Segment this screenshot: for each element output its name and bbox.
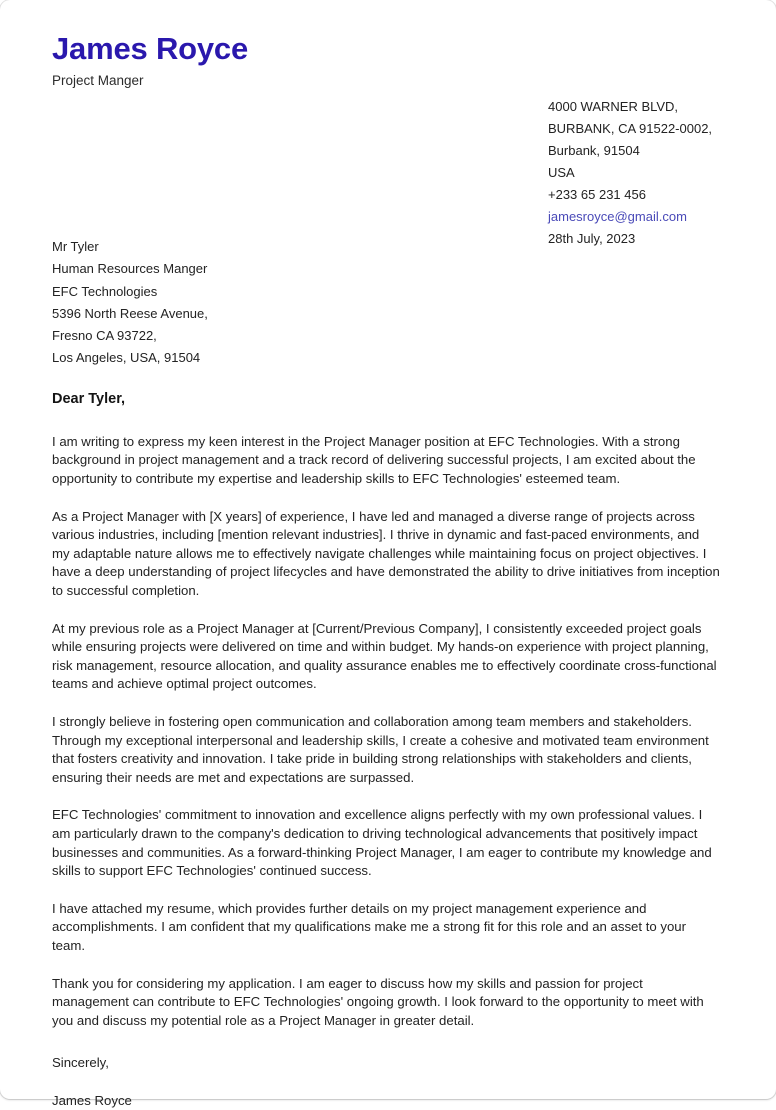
letter-signature-name: James Royce [52,1092,132,1108]
sender-email-link[interactable]: jamesroyce@gmail.com [548,209,687,224]
letter-sign-off: Sincerely, [52,1055,109,1071]
sender-country: USA [548,165,575,180]
letter-date: 28th July, 2023 [548,231,636,246]
letter-paragraph: EFC Technologies' commitment to innovation and excellence aligns perfectly with my own professional values. I am particularly drawn to the company's dedication to driving technological advancements that positively impact businesses and communities. As a forward-thinking Project Manager, I am eager to contribute my knowledge and skills to support EFC Technologies' continued success. [52,807,712,879]
sender-address-line: BURBANK, CA 91522-0002, [548,121,713,136]
letter-paragraph: I have attached my resume, which provides further details on my project management experience and accomplishments. I am confident that my qualifications make me a strong fit for this role and an asset to your team. [52,900,687,953]
recipient-address-block [52,236,412,370]
letter-paragraph: Thank you for considering my application. I am eager to discuss how my skills and passion for project management can contribute to EFC Technologies' ongoing growth. I look forward to the opportunity to meet with you and discuss my potential role as a Project Manager in greater detail. [52,975,704,1028]
recipient-name: Mr Tyler [52,239,99,254]
letter-paragraph: I strongly believe in fostering open communication and collaboration among team members and stakeholders. Through my exceptional interpersonal and leadership skills, I create a cohesive and motivated team environment that fosters creativity and innovation. I take pride in building strong relationships with stakeholders and clients, ensuring their needs are met and expectations are surpassed. [52,713,709,785]
sender-address-line: Burbank, 91504 [548,143,640,158]
recipient-title: Human Resources Manger [52,261,208,277]
applicant-name: James Royce [52,31,248,66]
recipient-company: EFC Technologies [52,283,158,299]
letter-header [52,0,724,89]
recipient-address-line: Fresno CA 93722, [52,328,157,344]
sender-address-line: 4000 WARNER BLVD, [548,99,679,114]
letter-salutation: Dear Tyler, [52,391,126,407]
recipient-address-line: Los Angeles, USA, 91504 [52,350,201,366]
letter-paragraph: At my previous role as a Project Manager at [Current/Previous Company], I consistently exceeded project goals while ensuring projects were delivered on time and within budget. My hands-on experience with project planning, risk management, resource allocation, and quality assurance enables me to effectively coordinate cross-functional teams and achieve optimal project outcomes. [52,620,717,692]
letter-closing [52,1054,720,1110]
applicant-job-title: Project Manger [52,72,144,88]
letter-paragraph: As a Project Manager with [X years] of experience, I have led and managed a diverse range of projects across various industries, including [mention relevant industries]. I thrive in dynamic and fast-paced environments, and my adaptable nature allows me to effectively navigate challenges while maintaining focus on project objectives. I have a deep understanding of project lifecycles and have demonstrated the ability to drive initiatives from inception to successful completion. [52,508,720,598]
sender-contact-block [548,96,748,250]
recipient-address-line: 5396 North Reese Avenue, [52,305,208,321]
letter-body [52,390,720,1110]
letter-paragraph: I am writing to express my keen interest in the Project Manager position at EFC Technologies. With a strong background in project management and a track record of delivering successful projects, I am excited about the opportunity to contribute my expertise and leadership skills to EFC Technologies' esteemed team. [52,433,696,487]
sender-phone: +233 65 231 456 [548,187,646,202]
